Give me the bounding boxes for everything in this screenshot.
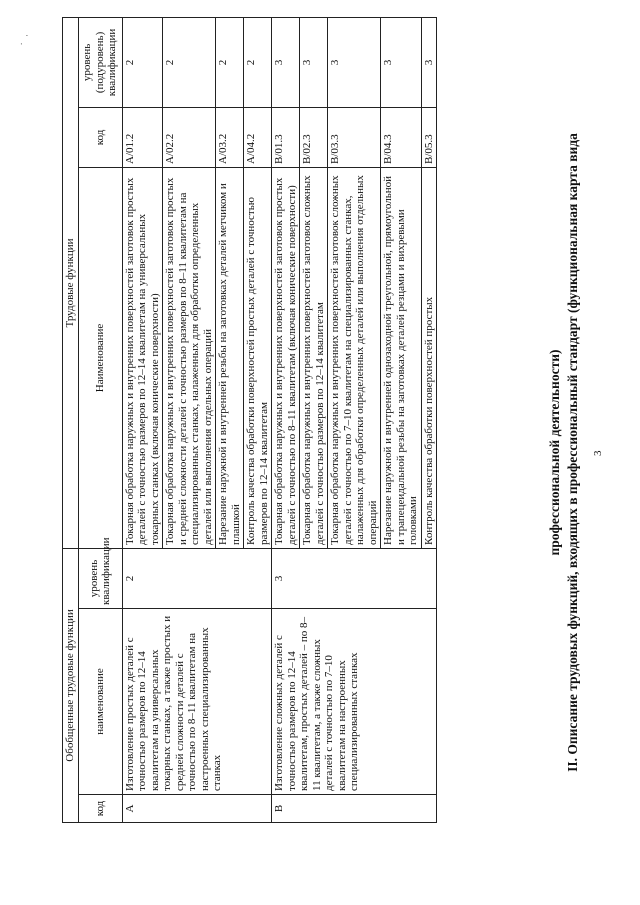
group-code: А: [122, 795, 272, 823]
generalized-functions-header: Обобщенные трудовые функции: [63, 548, 79, 822]
function-level: 2: [163, 17, 216, 107]
group-name: Изготовление простых деталей с точностью размеров по 12–14 квалитетам на универсальных токарных станках, а также простых и средней сложности деталей с точностью по 8–11 квалитетам на настроенных специализированных станках: [122, 609, 272, 795]
function-name: Контроль качества обработки поверхностей простых: [421, 167, 437, 548]
scan-speck: ·: [22, 34, 32, 37]
section-heading-continued: профессиональной деятельности): [547, 349, 562, 556]
function-name: Токарная обработка наружных и внутренних поверхностей заготовок простых деталей с точностью по 8–11 квалитетам (включая конические поверхности): [272, 167, 300, 548]
function-code: A/02.2: [163, 107, 216, 167]
table-row: [272, 17, 300, 822]
group-code: В: [272, 795, 437, 823]
function-level: 3: [381, 17, 422, 107]
function-code: A/03.2: [216, 107, 244, 167]
function-name: Нарезание наружной и внутренней однозаходной треугольной, прямоугольной и трапецеидальной резьбы на заготовках деталей резцами и вихревыми головками: [381, 167, 422, 548]
group-level: 3: [272, 548, 437, 608]
page-number: 3: [592, 450, 604, 456]
function-name: Токарная обработка наружных и внутренних поверхностей заготовок простых и средней сложности деталей с точностью размеров по 8–11 квалитетам на специализированных станках, налаженных для обработки определенных деталей или выполнения отдельных операций: [163, 167, 216, 548]
function-name: Контроль качества обработки поверхностей простых деталей с точностью размеров по 12–14 квалитетам: [244, 167, 272, 548]
functional-map-table: [62, 17, 437, 823]
function-code: A/01.2: [122, 107, 163, 167]
function-level: 3: [328, 17, 381, 107]
function-level: 3: [300, 17, 328, 107]
function-code: B/04.3: [381, 107, 422, 167]
labor-functions-header: Трудовые функции: [63, 17, 79, 548]
function-code-header: код: [78, 107, 122, 167]
function-name: Токарная обработка наружных и внутренних поверхностей заготовок сложных деталей с точностью размеров по 12–14 квалитетам: [300, 167, 328, 548]
function-code: B/05.3: [421, 107, 437, 167]
group-name: Изготовление сложных деталей с точностью размеров по 12–14 квалитетам, простых деталей – по 8–11 квалитетам, а также сложных деталей с точностью по 7–10 квалитетам на настроенных специализированных станках: [272, 609, 437, 795]
function-code: B/02.3: [300, 107, 328, 167]
code-header: код: [78, 795, 122, 823]
function-name: Токарная обработка наружных и внутренних поверхностей заготовок простых деталей с точностью размеров по 12–14 квалитетам на универсальных токарных станках (включая конические поверхности): [122, 167, 163, 548]
level-header: уровень квалификации: [78, 548, 122, 608]
function-name-header: Наименование: [78, 167, 122, 548]
function-level: 2: [216, 17, 244, 107]
function-code: B/03.3: [328, 107, 381, 167]
function-code: A/04.2: [244, 107, 272, 167]
function-name: Токарная обработка наружных и внутренних поверхностей заготовок сложных деталей с точностью по 7–10 квалитетам на специализированных станках, налаженных для обработки определенных деталей или выполнения отдельных операций: [328, 167, 381, 548]
function-level: 2: [122, 17, 163, 107]
section-heading: II. Описание трудовых функций, входящих в профессиональный стандарт (функциональная карта вида: [565, 133, 580, 772]
function-level: 2: [244, 17, 272, 107]
function-level: 3: [421, 17, 437, 107]
function-name: Нарезание наружной и внутренней резьбы на заготовках деталей метчиком и плашкой: [216, 167, 244, 548]
table-row: [122, 17, 163, 822]
function-level: 3: [272, 17, 300, 107]
function-code: B/01.3: [272, 107, 300, 167]
sublevel-header: уровень (подуровень) квалификации: [78, 17, 122, 107]
scan-speck: .: [14, 42, 24, 45]
name-header: наименование: [78, 609, 122, 795]
group-level: 2: [122, 548, 272, 608]
